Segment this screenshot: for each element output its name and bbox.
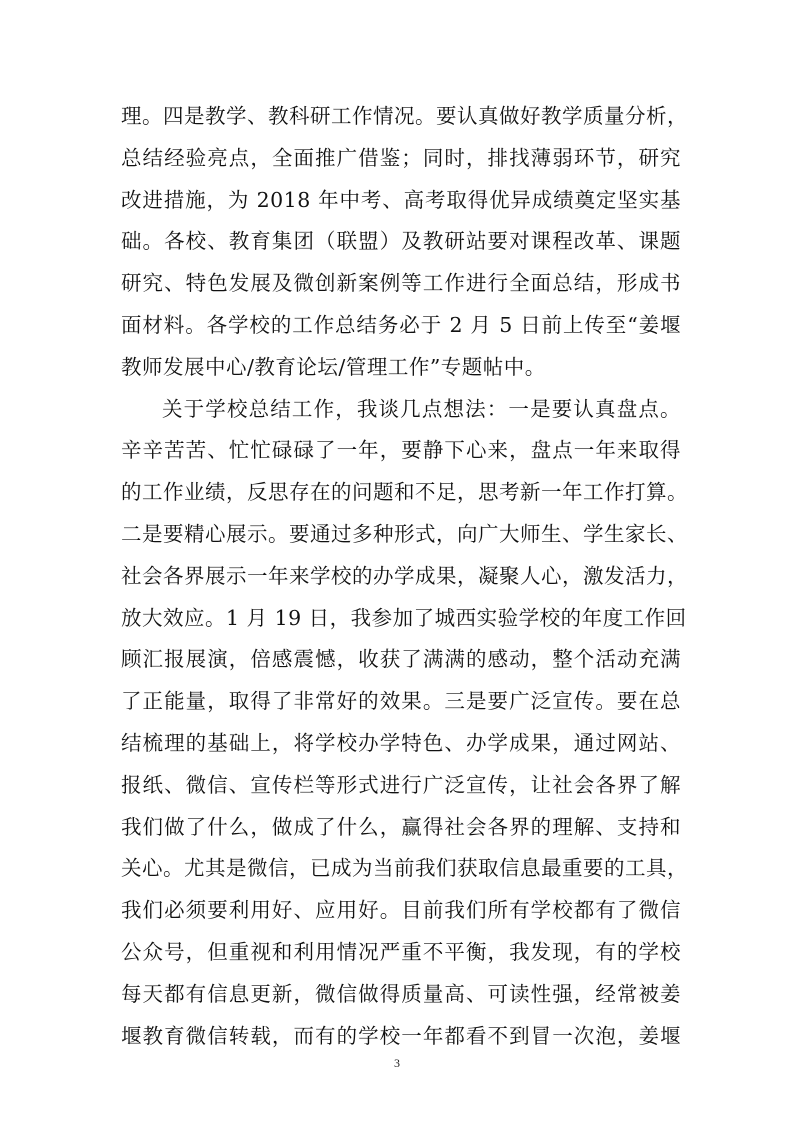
text-line: 社会各界展示一年来学校的办学成果，凝聚人心，激发活力， (121, 563, 688, 588)
text-line: 公众号，但重视和利用情况严重不平衡，我发现，有的学校 (121, 939, 681, 964)
text-line: 每天都有信息更新，微信做得质量高、可读性强，经常被姜 (121, 981, 681, 1006)
text-line: 础。各校、教育集团（联盟）及教研站要对课程改革、课题 (121, 229, 681, 254)
paragraph-first-line: 关于学校总结工作，我谈几点想法：一是要认真盘点。 (162, 396, 681, 421)
text-line: 研究、特色发展及微创新案例等工作进行全面总结，形成书 (121, 271, 681, 296)
text-line: 总结经验亮点，全面推广借鉴；同时，排找薄弱环节，研究 (121, 145, 681, 170)
text-line: 的工作业绩，反思存在的问题和不足，思考新一年工作打算。 (121, 480, 688, 505)
text-line: 改进措施，为 2018 年中考、高考取得优异成绩奠定坚实基 (121, 187, 681, 212)
body-text (121, 96, 688, 1057)
text-line: 我们必须要利用好、应用好。目前我们所有学校都有了微信 (121, 898, 681, 923)
text-line: 放大效应。1 月 19 日，我参加了城西实验学校的年度工作回 (121, 605, 687, 630)
text-line: 了正能量，取得了非常好的效果。三是要广泛宣传。要在总 (121, 689, 681, 714)
text-line: 二是要精心展示。要通过多种形式，向广大师生、学生家长、 (121, 521, 688, 546)
text-line: 报纸、微信、宣传栏等形式进行广泛宣传，让社会各界了解 (121, 772, 681, 797)
text-line: 理。四是教学、教科研工作情况。要认真做好教学质量分析， (121, 104, 688, 128)
page-number: 3 (394, 1056, 400, 1070)
text-line: 堰教育微信转载，而有的学校一年都看不到冒一次泡，姜堰 (121, 1023, 681, 1048)
text-line: 顾汇报展演，倍感震憾，收获了满满的感动，整个活动充满 (121, 647, 681, 672)
text-line: 面材料。各学校的工作总结务必于 2 月 5 日前上传至“姜堰 (121, 312, 681, 337)
text-line: 辛辛苦苦、忙忙碌碌了一年，要静下心来，盘点一年来取得 (121, 438, 681, 463)
text-line: 我们做了什么，做成了什么，赢得社会各界的理解、支持和 (121, 814, 681, 839)
text-line: 关心。尤其是微信，已成为当前我们获取信息最重要的工具， (121, 856, 688, 881)
text-line: 教师发展中心/教育论坛/管理工作”专题帖中。 (121, 354, 546, 379)
text-line: 结梳理的基础上，将学校办学特色、办学成果，通过网站、 (121, 730, 681, 755)
